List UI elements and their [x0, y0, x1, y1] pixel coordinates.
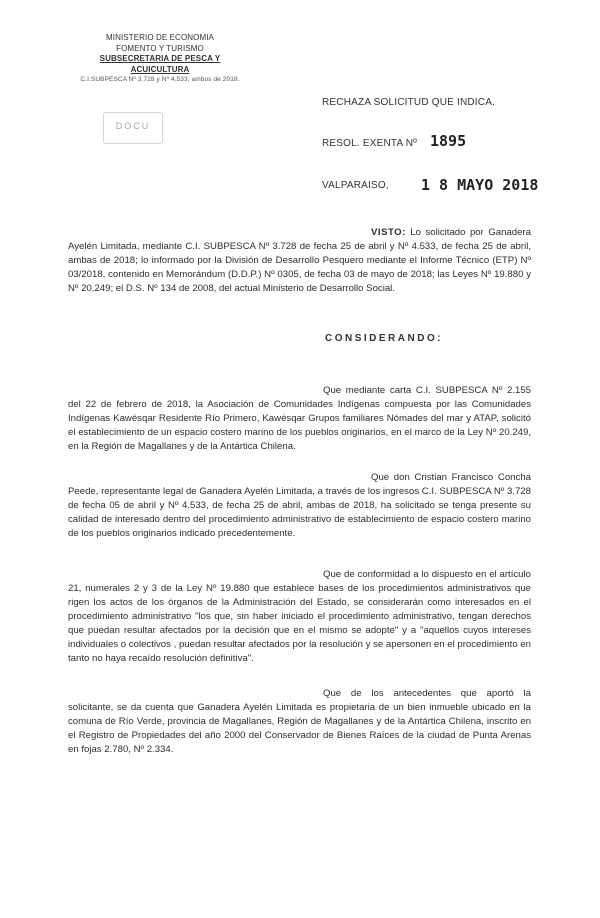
header-department: FOMENTO Y TURISMO: [116, 43, 204, 53]
received-stamp: [103, 112, 163, 144]
header-ministry: MINISTERIO DE ECONOMIA: [106, 33, 214, 42]
resolution-number: 1895: [430, 132, 467, 150]
place-label: VALPARAISO,: [322, 180, 389, 191]
visto-paragraph: [68, 226, 531, 296]
header-reference: C.I.SUBPESCA Nº 3.728 y Nº 4.533, ambos de 2018.: [80, 76, 240, 83]
subject-line: RECHAZA SOLICITUD QUE INDICA.: [322, 97, 496, 108]
resolution-date: 1 8 MAYO 2018: [421, 176, 539, 194]
considerando-paragraph-1: Que mediante carta C.I. SUBPESCA Nº 2.155 del 22 de febrero de 2018, la Asociación de Comunidades Indígenas compuesta por las Comunidades Indígenas Kawésqar Residente Río Primero, Kawésqar Grupos familiares Nómades del mar y ATAP, solicitó el establecimiento de un espacio costero marino de los pueblos originarios, en el marco de la Ley Nº 20.249, en la Región de Magallanes y de la Antártica Chilena.: [68, 385, 531, 452]
visto-lead: VISTO:: [371, 227, 406, 238]
header-subsecretary: SUBSECRETARIA DE PESCA Y ACUICULTURA: [99, 54, 221, 74]
resolution-label: RESOL. EXENTA Nº: [322, 138, 418, 149]
considerando-heading: CONSIDERANDO:: [325, 333, 444, 344]
visto-text: Lo solicitado por Ganadera Ayelén Limitada, mediante C.I. SUBPESCA Nº 3.728 de fecha 25 de abril y Nº 4.533, de fecha 25 de abril, ambas de 2018; lo informado por la División de Desarrollo Pesquero mediante el Informe Técnico (ETP) Nº 03/2018, contenido en Memorándum (D.D.P.) Nº 0305, de fecha 03 de mayo de 2018; las Leyes Nº 19.880 y Nº 20.249; el D.S. Nº 134 de 2008, del actual Ministerio de Desarrollo Social.: [68, 227, 531, 294]
considerando-paragraph-2: Que don Cristian Francisco Concha Peede, representante legal de Ganadera Ayelén Limitada, a través de los ingresos C.I. SUBPESCA Nº 3.728 de fecha 05 de abril y Nº 4.533, de fecha 25 de abril, ambas de 2018, ha solicitado se tenga presente su calidad de interesado dentro del procedimiento administrativo de establecimiento de espacio costero marino de los pueblos originarios indicado precedentemente.: [68, 472, 531, 539]
considerando-paragraph-4: Que de los antecedentes que aportó la solicitante, se da cuenta que Ganadera Ayelén Limitada es propietaria de un bien inmueble ubicado en la comuna de Río Verde, provincia de Magallanes, Región de Magallanes y de la Antártica Chilena, inscrito en el Registro de Propiedades del año 2000 del Conservador de Bienes Raíces de la ciudad de Punta Arenas en fojas 2.780, Nº 2.334.: [68, 688, 531, 755]
considerando-paragraph-3: Que de conformidad a lo dispuesto en el artículo 21, numerales 2 y 3 de la Ley Nº 19.880 que establece bases de los procedimientos administrativos que rigen los actos de los órganos de la Administración del Estado, se considerarán como interesados en el procedimiento administrativo "los que, sin haber iniciado el procedimiento administrativo, tengan derechos que puedan resultar afectados por la decisión que en el mismo se adopte" y a "aquellos cuyos intereses individuales o colectivos , puedan resultar afectados por la resolución y se apersonen en el procedimiento en tanto no haya recaído resolución definitiva".: [68, 569, 531, 664]
ministry-header: [70, 33, 250, 86]
stamp-text: DOCU: [115, 121, 151, 131]
